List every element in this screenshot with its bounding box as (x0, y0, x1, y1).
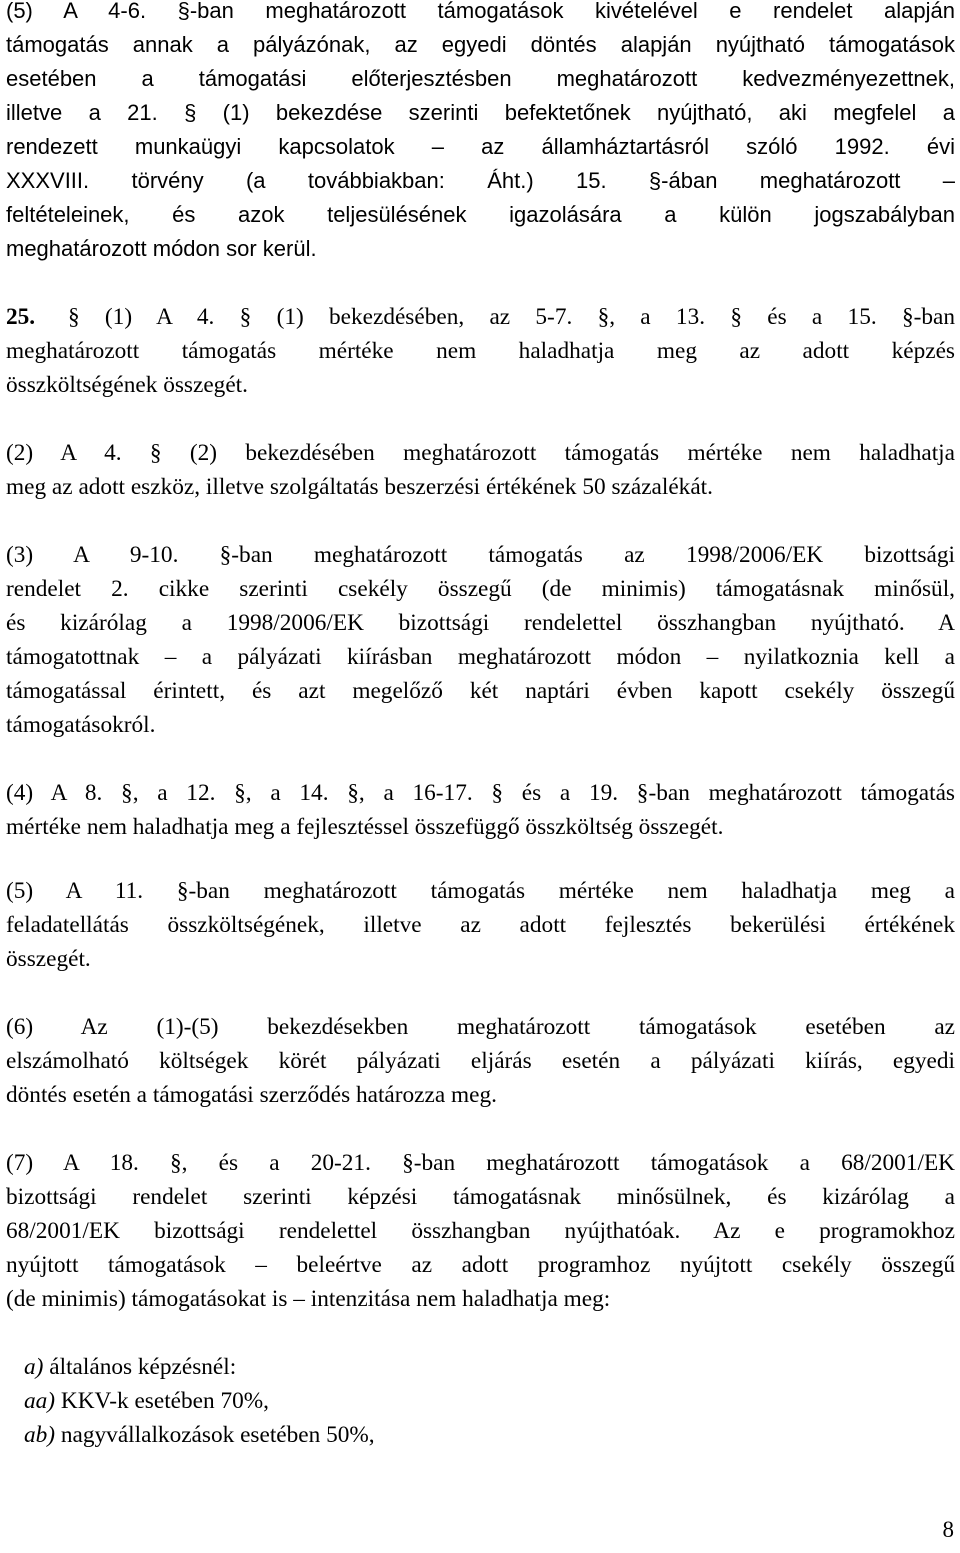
paragraph-line: nyújtott támogatások – beleértve az adott programhoz nyújtott csekély összegű (6, 1252, 955, 1278)
paragraph-line: rendelet 2. cikke szerinti csekély összegű (de minimis) támogatásnak minősül, (6, 576, 955, 602)
paragraph-line: feltételeinek, és azok teljesülésének igazolására a külön jogszabályban (6, 202, 955, 227)
paragraph-line: támogatás annak a pályázónak, az egyedi döntés alapján nyújtható támogatások (6, 32, 955, 57)
paragraph-line: (6) Az (1)-(5) bekezdésekben meghatározott támogatások esetében az (6, 1014, 955, 1040)
paragraph-line: XXXVIII. törvény (a továbbiakban: Áht.) 15. §-ában meghatározott – (6, 168, 955, 193)
list-marker: aa) (24, 1388, 56, 1414)
list-item (24, 1384, 269, 1418)
list-text: KKV-k esetében 70%, (60, 1388, 270, 1414)
list-item (24, 1418, 375, 1452)
paragraph-line: meghatározott támogatás mértéke nem haladhatja meg az adott képzés (6, 338, 955, 364)
paragraph-line: meghatározott módon sor kerül. (6, 236, 317, 261)
paragraph-line: (de minimis) támogatásokat is – intenzitása nem haladhatja meg: (6, 1286, 611, 1312)
paragraph-line: támogatottnak – a pályázati kiírásban meghatározott módon – nyilatkoznia kell a (6, 644, 955, 670)
page-number: 8 (942, 1517, 954, 1542)
paragraph-line: (5) A 11. §-ban meghatározott támogatás mértéke nem haladhatja meg a (6, 878, 955, 904)
paragraph-line: döntés esetén a támogatási szerződés határozza meg. (6, 1082, 497, 1108)
paragraph-line: illetve a 21. § (1) bekezdése szerinti befektetőnek nyújtható, aki megfelel a (6, 100, 955, 125)
list-marker: a) (24, 1354, 44, 1380)
paragraph-line: feladatellátás összköltségének, illetve az adott fejlesztés bekerülési értékének (6, 912, 955, 938)
paragraph-line: (2) A 4. § (2) bekezdésében meghatározott támogatás mértéke nem haladhatja (6, 440, 955, 466)
list-text: általános képzésnél: (49, 1354, 237, 1380)
paragraph-line: meg az adott eszköz, illetve szolgáltatás beszerzési értékének 50 százalékát. (6, 474, 713, 500)
list-text: nagyvállalkozások esetében 50%, (60, 1422, 375, 1448)
section-25-first-line (6, 300, 955, 334)
paragraph-line: és kizárólag a 1998/2006/EK bizottsági rendelettel összhangban nyújtható. A (6, 610, 955, 636)
section-text: § (1) A 4. § (1) bekezdésében, az 5-7. §, a 13. § és a 15. §-ban (68, 304, 955, 330)
paragraph-line: mértéke nem haladhatja meg a fejlesztéssel összefüggő összköltség összegét. (6, 814, 724, 840)
paragraph-line: (5) A 4-6. §-ban meghatározott támogatások kivételével e rendelet alapján (6, 0, 955, 23)
paragraph-line: összegét. (6, 946, 91, 972)
paragraph-line: elszámolható költségek körét pályázati eljárás esetén a pályázati kiírás, egyedi (6, 1048, 955, 1074)
paragraph-line: (4) A 8. §, a 12. §, a 14. §, a 16-17. § és a 19. §-ban meghatározott támogatás (6, 780, 955, 806)
paragraph-line: támogatásokról. (6, 712, 156, 738)
paragraph-line: összköltségének összegét. (6, 372, 248, 398)
paragraph-line: (3) A 9-10. §-ban meghatározott támogatás az 1998/2006/EK bizottsági (6, 542, 955, 568)
paragraph-line: támogatással érintett, és azt megelőző két naptári évben kapott csekély összegű (6, 678, 955, 704)
paragraph-line: rendezett munkaügyi kapcsolatok – az államháztartásról szóló 1992. évi (6, 134, 955, 159)
paragraph-line: (7) A 18. §, és a 20-21. §-ban meghatározott támogatások a 68/2001/EK (6, 1150, 955, 1176)
paragraph-line: esetében a támogatási előterjesztésben meghatározott kedvezményezettnek, (6, 66, 955, 91)
section-number: 25. (6, 304, 36, 330)
paragraph-line: 68/2001/EK bizottsági rendelettel összhangban nyújthatóak. Az e programokhoz (6, 1218, 955, 1244)
list-marker: ab) (24, 1422, 56, 1448)
list-item (24, 1350, 236, 1384)
paragraph-line: bizottsági rendelet szerinti képzési támogatásnak minősülnek, és kizárólag a (6, 1184, 955, 1210)
